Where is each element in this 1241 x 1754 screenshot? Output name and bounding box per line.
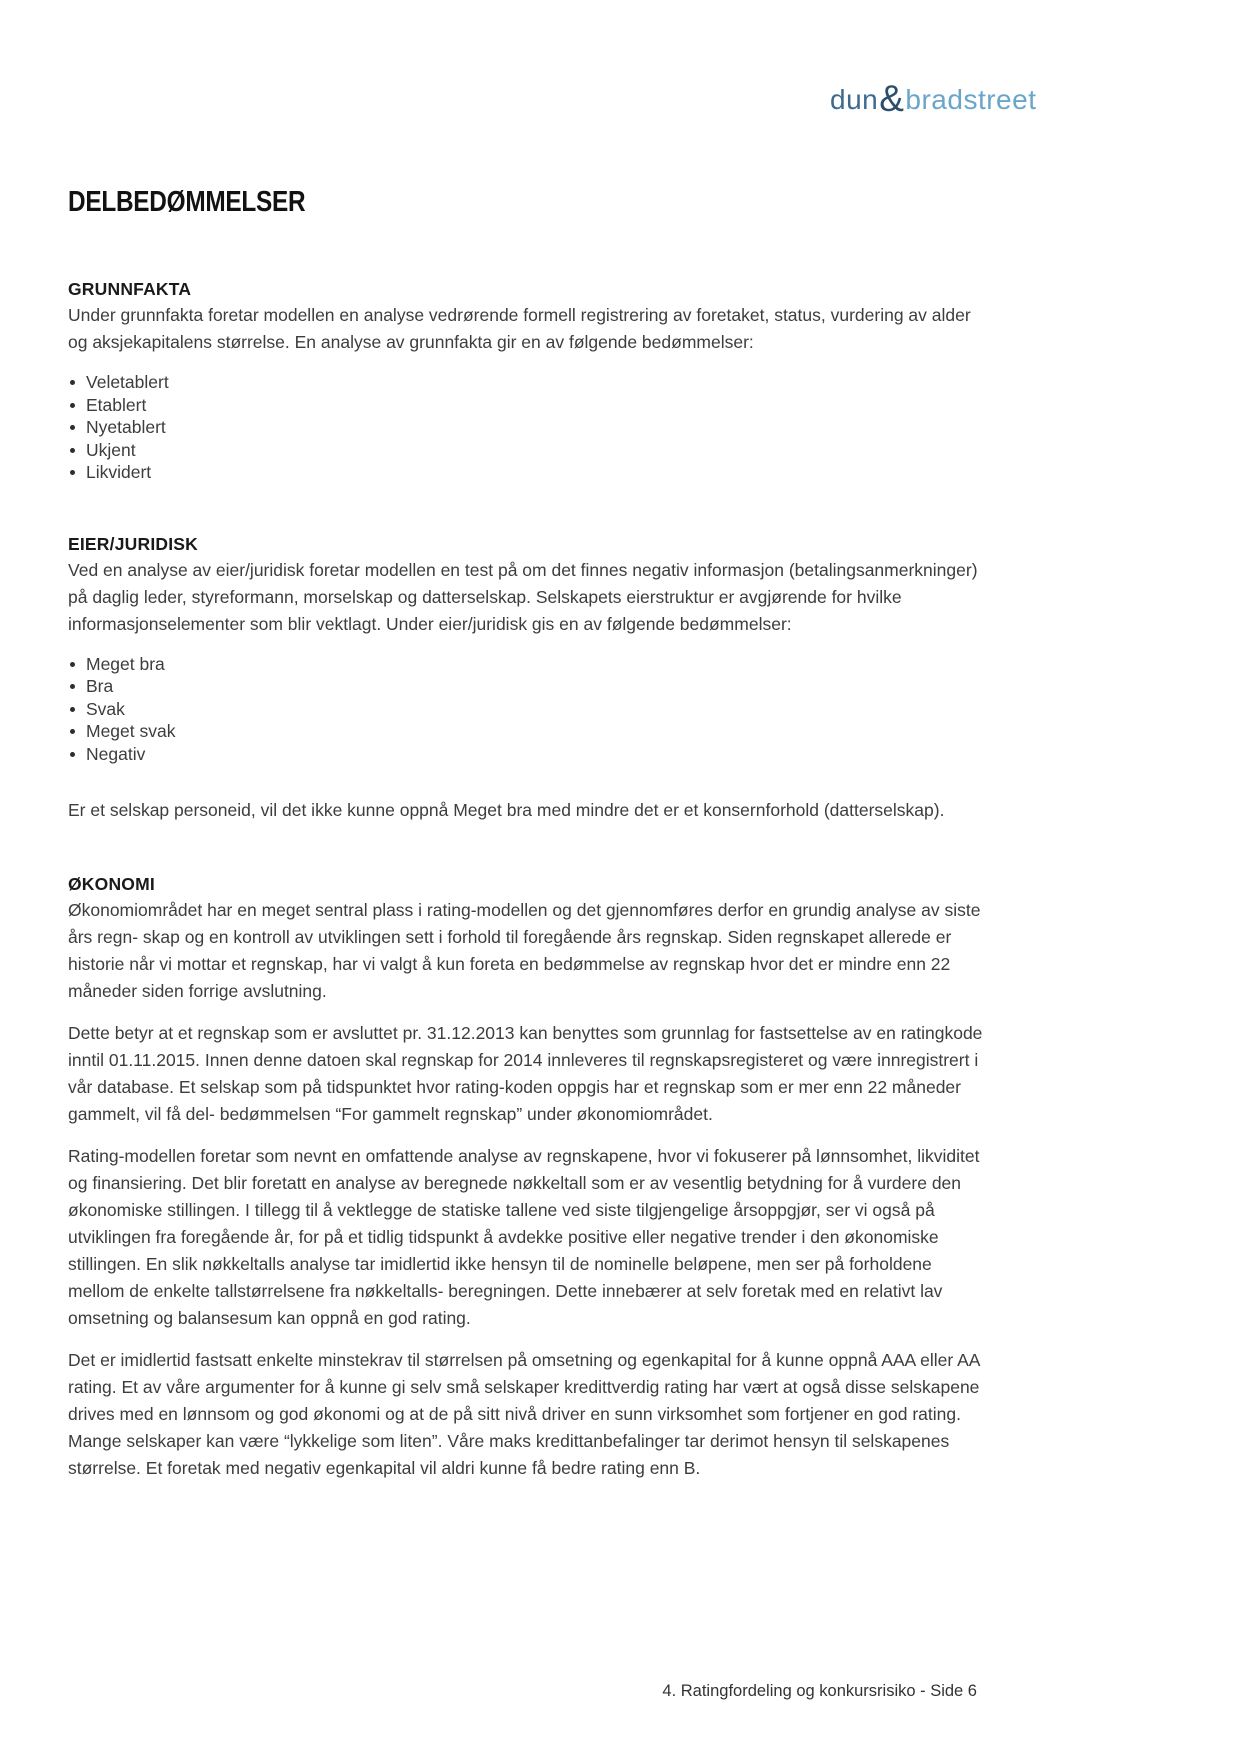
bullet-list-eier-juridisk bbox=[70, 653, 990, 766]
section-intro-grunnfakta: Under grunnfakta foretar modellen en analyse vedrørende formell registrering av foretaket, status, vurdering av alder og aksjekapitalens størrelse. En analyse av grunnfakta gir en av følgende bedømmelser: bbox=[68, 305, 971, 352]
bullet-item bbox=[70, 461, 990, 484]
bullet-icon bbox=[70, 448, 75, 453]
bullet-item bbox=[70, 394, 990, 417]
bullet-icon bbox=[70, 729, 75, 734]
bullet-text: Bra bbox=[86, 676, 114, 696]
bullet-icon bbox=[70, 403, 75, 408]
section-okonomi bbox=[68, 874, 990, 1482]
bullet-text: Etablert bbox=[86, 394, 147, 415]
bullet-item bbox=[70, 720, 990, 743]
section-heading-eier-juridisk: EIER/JURIDISK bbox=[68, 533, 198, 554]
logo-text-bradstreet: bradstreet bbox=[905, 84, 1037, 115]
logo-text-dun: dun bbox=[830, 84, 879, 115]
paragraph: Rating-modellen foretar som nevnt en omfattende analyse av regnskapene, hvor vi fokuserer på lønnsomhet, likviditet og finansiering. Det blir foretatt en analyse av beregnede nøkkeltall som er av vesentlig betydning for å vurdere den økonomiske stillingen. I tillegg til å vektlegge de statiske tallene ved siste tilgjengelige årsoppgjør, ser vi også på utviklingen fra foregående år, for på et tidlig tidspunkt å avdekke positive eller negative trender i den økonomiske stillingen. En slik nøkkeltalls analyse tar imidlertid ikke hensyn til de nominelle beløpene, men ser på forholdene mellom de enkelte tallstørrelsene fra nøkkeltalls- beregningen. Dette innebærer at selv foretak med en relativt lav omsetning og balansesum kan oppnå en god rating. bbox=[68, 1146, 980, 1328]
page-title: DELBEDØMMELSER bbox=[68, 186, 306, 218]
bullet-text: Veletablert bbox=[86, 372, 169, 392]
section-eier-juridisk bbox=[68, 534, 990, 825]
bullet-icon bbox=[70, 425, 75, 430]
bullet-list-grunnfakta bbox=[70, 371, 990, 484]
bullet-text: Likvidert bbox=[86, 462, 152, 482]
bullet-item bbox=[70, 675, 990, 698]
bullet-text: Meget bra bbox=[86, 653, 165, 674]
bullet-icon bbox=[70, 380, 75, 385]
bullet-text: Svak bbox=[86, 698, 125, 719]
bullet-text: Meget svak bbox=[86, 721, 176, 741]
bullet-icon bbox=[70, 707, 75, 712]
bullet-text: Ukjent bbox=[86, 439, 136, 460]
bullet-item bbox=[70, 416, 990, 439]
section-note-eier-juridisk: Er et selskap personeid, vil det ikke kunne oppnå Meget bra med mindre det er et konsernforhold (datterselskap). bbox=[68, 800, 945, 820]
section-intro-eier-juridisk: Ved en analyse av eier/juridisk foretar modellen en test på om det finnes negativ informasjon (betalingsanmerkninger) på daglig leder, styreformann, morselskap og datterselskap. Selskapets eierstruktur er avgjørende for hvilke informasjonselementer som blir vektlagt. Under eier/juridisk gis en av følgende bedømmelser: bbox=[68, 559, 978, 634]
bullet-icon bbox=[70, 752, 75, 757]
paragraph: Det er imidlertid fastsatt enkelte minstekrav til størrelsen på omsetning og egenkapital for å kunne oppnå AAA eller AA rating. Et av våre argumenter for å kunne gi selv små selskaper kredittverdig rating har vært at også disse selskapene drives med en lønnsom og god økonomi og at de på sitt nivå driver en sunn virksomhet som fortjener en god rating. Mange selskaper kan være “lykkelige som liten”. Våre maks kredittanbefalinger tar derimot hensyn til selskapenes størrelse. Et foretak med negativ egenkapital vil aldri kunne få bedre rating enn B. bbox=[68, 1350, 980, 1478]
bullet-item bbox=[70, 743, 990, 766]
bullet-item bbox=[70, 653, 990, 676]
bullet-icon bbox=[70, 662, 75, 667]
bullet-icon bbox=[70, 684, 75, 689]
bullet-text: Nyetablert bbox=[86, 417, 166, 437]
dun-bradstreet-logo bbox=[830, 76, 1036, 118]
paragraph: Dette betyr at et regnskap som er avsluttet pr. 31.12.2013 kan benyttes som grunnlag for fastsettelse av en ratingkode inntil 01.11.2015. Innen denne datoen skal regnskap for 2014 innleveres til regnskapsregisteret og være innregistrert i vår database. Et selskap som på tidspunktet hvor rating-koden oppgis har et regnskap som er mer enn 22 måneder gammelt, vil få del- bedømmelsen “For gammelt regnskap” under økonomiområdet. bbox=[68, 1023, 983, 1124]
section-heading-okonomi: ØKONOMI bbox=[68, 874, 155, 894]
bullet-item bbox=[70, 698, 990, 721]
paragraph: Økonomiområdet har en meget sentral plass i rating-modellen og det gjennomføres derfor en grundig analyse av siste års regn- skap og en kontroll av utviklingen sett i forhold til foregående års regnskap. Siden regnskapet allerede er historie når vi mottar et regnskap, har vi valgt å kun foreta en bedømmelse av regnskap hvor det er mindre enn 22 måneder siden forrige avslutning. bbox=[68, 900, 981, 1001]
section-grunnfakta bbox=[68, 279, 990, 484]
ampersand-icon: & bbox=[879, 78, 905, 119]
paragraph-list-okonomi bbox=[68, 897, 990, 1482]
bullet-item bbox=[70, 439, 990, 462]
bullet-item bbox=[70, 371, 990, 394]
bullet-icon bbox=[70, 470, 75, 475]
section-heading-grunnfakta: GRUNNFAKTA bbox=[68, 279, 192, 299]
document-content bbox=[68, 186, 990, 1532]
page-footer: 4. Ratingfordeling og konkursrisiko - Side 6 bbox=[662, 1682, 977, 1700]
bullet-text: Negativ bbox=[86, 743, 146, 764]
